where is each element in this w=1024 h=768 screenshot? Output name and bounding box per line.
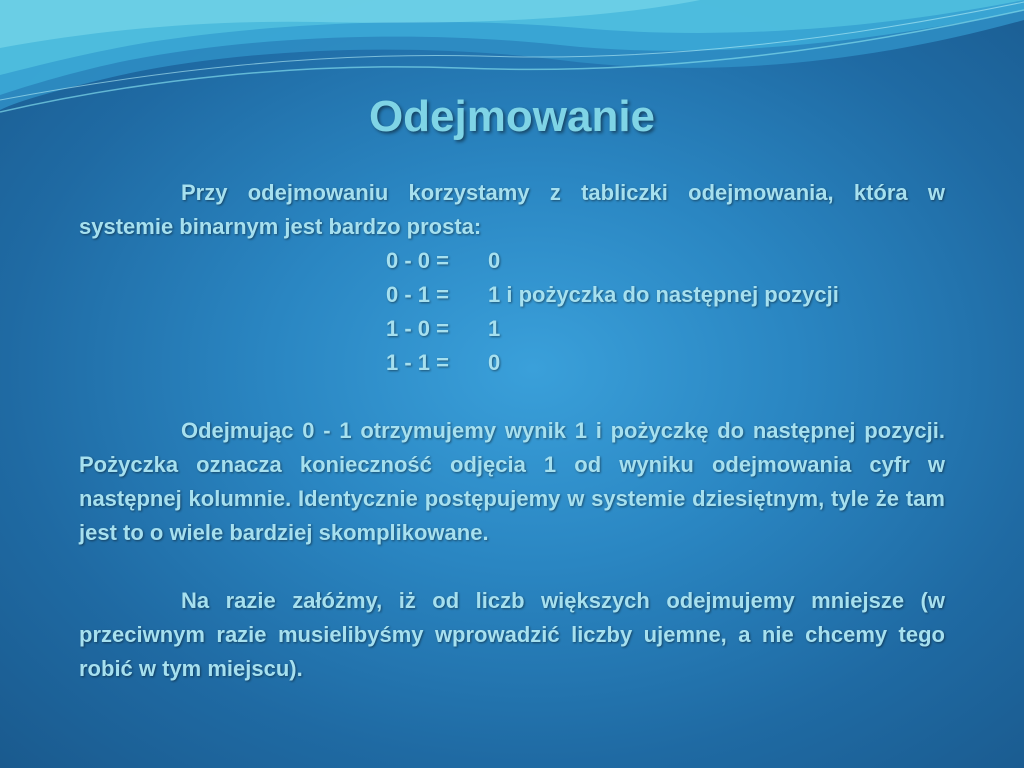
assumption-text: Na razie załóżmy, iż od liczb większych odejmujemy mniejsze (w przeciwnym razie musielibyśmy wprowadzić liczby ujemne, a nie chcemy tego robić w tym miejscu).: [79, 588, 945, 681]
table-expression: 1 - 1 =: [386, 350, 449, 375]
page-title: Odejmowanie: [368, 92, 656, 141]
table-row: [79, 244, 945, 278]
table-expression: 0 - 1 =: [386, 282, 449, 307]
table-result: 1 i pożyczka do następnej pozycji: [488, 282, 839, 307]
intro-text: Przy odejmowaniu korzystamy z tabliczki odejmowania, która w systemie binarnym jest bardzo prosta:: [79, 180, 945, 239]
borrow-paragraph: [79, 414, 945, 550]
table-row: [79, 278, 945, 312]
borrow-text: Odejmując 0 - 1 otrzymujemy wynik 1 i pożyczkę do następnej pozycji. Pożyczka oznacza konieczność odjęcia 1 od wyniku odejmowania cyfr w następnej kolumnie. Identycznie postępujemy w systemie dziesiętnym, tyle że tam jest to o wiele bardziej skomplikowane.: [79, 418, 945, 545]
table-result: 1: [488, 316, 501, 341]
table-row: [79, 346, 945, 380]
table-expression: 1 - 0 =: [386, 316, 449, 341]
slide-body: [79, 176, 945, 686]
intro-paragraph: [79, 176, 945, 244]
table-row: [79, 312, 945, 346]
table-result: 0: [488, 248, 501, 273]
table-result: 0: [488, 350, 501, 375]
assumption-paragraph: [79, 584, 945, 686]
table-expression: 0 - 0 =: [386, 248, 449, 273]
subtraction-table: [79, 244, 945, 380]
